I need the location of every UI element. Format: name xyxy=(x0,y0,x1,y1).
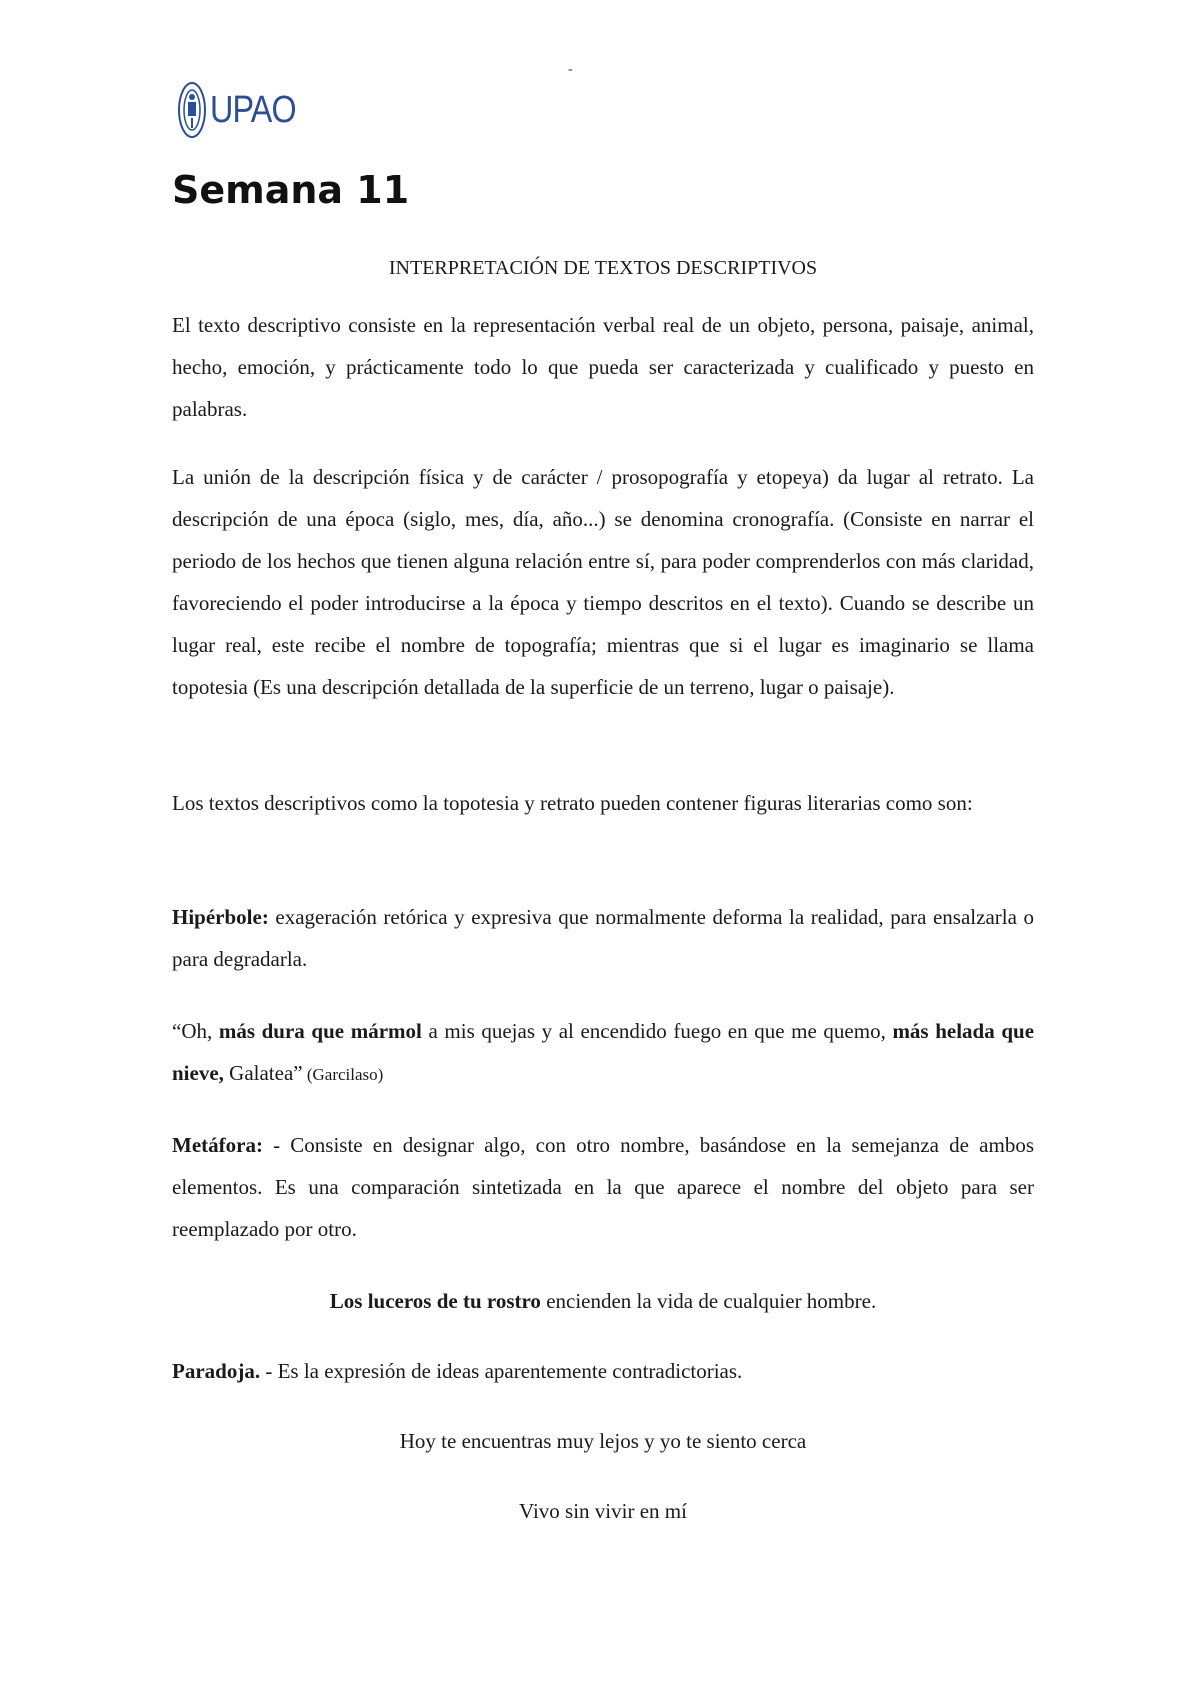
paragraph-second: La unión de la descripción física y de carácter / prosopografía y etopeya) da lugar al retrato. La descripción de una época (siglo, mes, día, año...) se denomina cronografía. (Consiste en narrar el periodo de los hechos que tienen alguna relación entre sí, para poder comprenderlos con más claridad, favoreciendo el poder introducirse a la época y tiempo descritos en el texto). Cuando se describe un lugar real, este recibe el nombre de topografía; mientras que si el lugar es imaginario se llama topotesia (Es una descripción detallada de la superficie de un terreno, lugar o paisaje). xyxy=(172,465,1034,699)
hiperbole-definition: exageración retórica y expresiva que normalmente deforma la realidad, para ensalzarla o para degradarla. xyxy=(172,905,1034,971)
metafora-term: Metáfora: xyxy=(172,1133,263,1157)
paradoja-example-1: Hoy te encuentras muy lejos y yo te siento cerca xyxy=(399,1429,807,1453)
quote-open: “Oh, xyxy=(172,1019,219,1043)
hiperbole-term: Hipérbole: xyxy=(172,905,269,929)
paradoja-paragraph xyxy=(172,1350,1034,1392)
metafora-example xyxy=(172,1280,1034,1322)
logo-text: UPAO xyxy=(210,88,296,131)
paragraph-intro: El texto descriptivo consiste en la representación verbal real de un objeto, persona, paisaje, animal, hecho, emoción, y prácticamente todo lo que pueda ser caracterizada y cualificado y puesto en palabras. xyxy=(172,313,1034,421)
header-dot: - xyxy=(568,62,573,77)
week-title: Semana 11 xyxy=(172,168,410,212)
university-logo xyxy=(176,80,311,140)
section-heading: INTERPRETACIÓN DE TEXTOS DESCRIPTIVOS xyxy=(388,257,818,279)
paradoja-example-2: Vivo sin vivir en mí xyxy=(519,1499,687,1523)
paragraph-third: Los textos descriptivos como la topotesia y retrato pueden contener figuras literarias como son: xyxy=(172,791,973,815)
paradoja-term: Paradoja. xyxy=(172,1359,261,1383)
quote-mid: a mis quejas y al encendido fuego en que me quemo, xyxy=(421,1019,893,1043)
quote-bold-2: más helada que nieve, xyxy=(172,1019,1035,1085)
hiperbole-quote xyxy=(172,1010,1034,1096)
metafora-example-rest: encienden la vida de cualquier hombre. xyxy=(540,1289,877,1313)
quote-end: Galatea” xyxy=(223,1061,303,1085)
hiperbole-paragraph xyxy=(172,896,1034,980)
quote-author: (Garcilaso) xyxy=(302,1065,384,1084)
university-seal-icon xyxy=(176,80,208,140)
quote-bold-1: más dura que mármol xyxy=(218,1019,422,1043)
paradoja-definition: - Es la expresión de ideas aparentemente contradictorias. xyxy=(260,1359,743,1383)
metafora-definition: - Consiste en designar algo, con otro nombre, basándose en la semejanza de ambos elementos. Es una comparación sintetizada en la que aparece el nombre del objeto para ser reemplazado por otro. xyxy=(172,1133,1034,1241)
metafora-paragraph xyxy=(172,1124,1034,1250)
metafora-example-bold: Los luceros de tu rostro xyxy=(329,1289,541,1313)
